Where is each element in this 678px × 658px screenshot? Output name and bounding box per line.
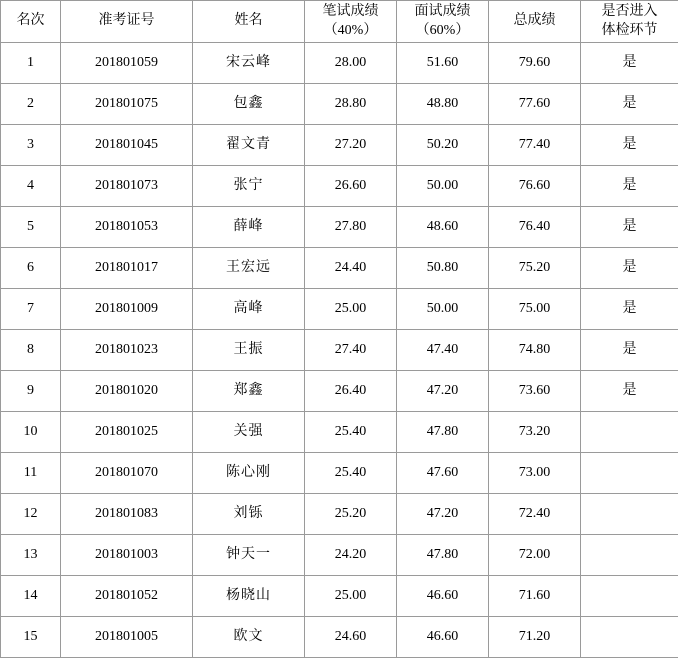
cell-ticket: 201801023 <box>61 330 193 371</box>
cell-interview-score: 50.00 <box>397 166 489 207</box>
cell-written-score: 26.60 <box>305 166 397 207</box>
cell-written-score: 25.00 <box>305 289 397 330</box>
cell-total-score: 72.40 <box>489 494 581 535</box>
cell-total-score: 72.00 <box>489 535 581 576</box>
cell-ticket: 201801070 <box>61 453 193 494</box>
cell-name: 钟天一 <box>193 535 305 576</box>
cell-name: 张宁 <box>193 166 305 207</box>
cell-rank: 6 <box>1 248 61 289</box>
column-header-ticket <box>61 1 193 43</box>
cell-ticket: 201801003 <box>61 535 193 576</box>
cell-interview-score: 47.40 <box>397 330 489 371</box>
cell-interview-score: 50.20 <box>397 125 489 166</box>
cell-written-score: 27.40 <box>305 330 397 371</box>
table-row[interactable] <box>1 84 678 125</box>
table-row[interactable] <box>1 207 678 248</box>
cell-written-score: 25.00 <box>305 576 397 617</box>
cell-pass-flag: 是 <box>581 289 678 330</box>
table-header <box>1 1 678 43</box>
column-header-interview <box>397 1 489 43</box>
cell-rank: 1 <box>1 43 61 84</box>
cell-pass-flag: 是 <box>581 330 678 371</box>
cell-name: 刘铄 <box>193 494 305 535</box>
cell-name: 翟文青 <box>193 125 305 166</box>
column-header-total-label: 总成绩 <box>489 12 580 30</box>
column-header-written <box>305 1 397 43</box>
cell-written-score: 27.80 <box>305 207 397 248</box>
cell-rank: 14 <box>1 576 61 617</box>
table-row[interactable] <box>1 371 678 412</box>
cell-rank: 2 <box>1 84 61 125</box>
cell-total-score: 79.60 <box>489 43 581 84</box>
cell-interview-score: 47.80 <box>397 412 489 453</box>
cell-ticket: 201801053 <box>61 207 193 248</box>
column-header-name <box>193 1 305 43</box>
cell-name: 王振 <box>193 330 305 371</box>
cell-pass-flag: 是 <box>581 207 678 248</box>
cell-rank: 12 <box>1 494 61 535</box>
cell-total-score: 73.00 <box>489 453 581 494</box>
cell-rank: 15 <box>1 617 61 658</box>
column-header-written-weight: （40%） <box>305 22 396 40</box>
cell-interview-score: 48.60 <box>397 207 489 248</box>
cell-pass-flag: 是 <box>581 371 678 412</box>
cell-ticket: 201801045 <box>61 125 193 166</box>
table-row[interactable] <box>1 412 678 453</box>
cell-rank: 9 <box>1 371 61 412</box>
cell-interview-score: 50.00 <box>397 289 489 330</box>
cell-rank: 4 <box>1 166 61 207</box>
table-row[interactable] <box>1 248 678 289</box>
cell-ticket: 201801017 <box>61 248 193 289</box>
column-header-total <box>489 1 581 43</box>
cell-name: 包鑫 <box>193 84 305 125</box>
table-row[interactable] <box>1 125 678 166</box>
cell-ticket: 201801083 <box>61 494 193 535</box>
cell-total-score: 73.20 <box>489 412 581 453</box>
cell-total-score: 75.00 <box>489 289 581 330</box>
column-header-pass-label: 是否进入 <box>581 3 678 21</box>
cell-name: 宋云峰 <box>193 43 305 84</box>
table-row[interactable] <box>1 166 678 207</box>
cell-name: 郑鑫 <box>193 371 305 412</box>
column-header-name-label: 姓名 <box>193 12 304 30</box>
cell-ticket: 201801009 <box>61 289 193 330</box>
cell-name: 欧文 <box>193 617 305 658</box>
column-header-interview-weight: （60%） <box>397 22 488 40</box>
table-row[interactable] <box>1 289 678 330</box>
cell-total-score: 77.60 <box>489 84 581 125</box>
cell-rank: 11 <box>1 453 61 494</box>
cell-total-score: 77.40 <box>489 125 581 166</box>
cell-interview-score: 50.80 <box>397 248 489 289</box>
cell-interview-score: 46.60 <box>397 576 489 617</box>
cell-written-score: 27.20 <box>305 125 397 166</box>
cell-pass-flag <box>581 535 678 576</box>
cell-ticket: 201801052 <box>61 576 193 617</box>
column-header-interview-label: 面试成绩 <box>397 3 488 21</box>
table-row[interactable] <box>1 535 678 576</box>
cell-interview-score: 47.60 <box>397 453 489 494</box>
column-header-pass-label2: 体检环节 <box>581 22 678 40</box>
cell-pass-flag: 是 <box>581 166 678 207</box>
cell-total-score: 76.60 <box>489 166 581 207</box>
cell-total-score: 71.60 <box>489 576 581 617</box>
cell-interview-score: 47.80 <box>397 535 489 576</box>
cell-rank: 5 <box>1 207 61 248</box>
cell-name: 高峰 <box>193 289 305 330</box>
cell-interview-score: 47.20 <box>397 494 489 535</box>
cell-ticket: 201801005 <box>61 617 193 658</box>
table-body <box>1 43 678 658</box>
cell-pass-flag <box>581 617 678 658</box>
cell-rank: 3 <box>1 125 61 166</box>
table-header-row <box>1 1 678 43</box>
cell-interview-score: 51.60 <box>397 43 489 84</box>
cell-written-score: 24.40 <box>305 248 397 289</box>
cell-total-score: 73.60 <box>489 371 581 412</box>
cell-pass-flag <box>581 494 678 535</box>
column-header-ticket-label: 准考证号 <box>61 12 192 30</box>
table-row[interactable] <box>1 43 678 84</box>
cell-rank: 10 <box>1 412 61 453</box>
column-header-rank <box>1 1 61 43</box>
cell-written-score: 28.80 <box>305 84 397 125</box>
cell-written-score: 24.20 <box>305 535 397 576</box>
cell-ticket: 201801025 <box>61 412 193 453</box>
cell-written-score: 25.20 <box>305 494 397 535</box>
cell-pass-flag <box>581 576 678 617</box>
column-header-written-label: 笔试成绩 <box>305 3 396 21</box>
cell-name: 薛峰 <box>193 207 305 248</box>
column-header-rank-label: 名次 <box>1 12 60 30</box>
cell-name: 杨晓山 <box>193 576 305 617</box>
cell-written-score: 28.00 <box>305 43 397 84</box>
cell-written-score: 26.40 <box>305 371 397 412</box>
cell-interview-score: 48.80 <box>397 84 489 125</box>
table-row[interactable] <box>1 494 678 535</box>
cell-pass-flag: 是 <box>581 43 678 84</box>
table-row[interactable] <box>1 617 678 658</box>
cell-total-score: 76.40 <box>489 207 581 248</box>
cell-name: 陈心刚 <box>193 453 305 494</box>
cell-pass-flag: 是 <box>581 248 678 289</box>
cell-interview-score: 47.20 <box>397 371 489 412</box>
cell-pass-flag <box>581 453 678 494</box>
cell-ticket: 201801059 <box>61 43 193 84</box>
cell-written-score: 25.40 <box>305 412 397 453</box>
cell-interview-score: 46.60 <box>397 617 489 658</box>
cell-name: 关强 <box>193 412 305 453</box>
cell-name: 王宏远 <box>193 248 305 289</box>
table-row[interactable] <box>1 330 678 371</box>
cell-total-score: 75.20 <box>489 248 581 289</box>
cell-pass-flag <box>581 412 678 453</box>
cell-rank: 8 <box>1 330 61 371</box>
table-row[interactable] <box>1 576 678 617</box>
cell-rank: 7 <box>1 289 61 330</box>
column-header-pass <box>581 1 678 43</box>
cell-total-score: 74.80 <box>489 330 581 371</box>
table-row[interactable] <box>1 453 678 494</box>
cell-pass-flag: 是 <box>581 125 678 166</box>
cell-written-score: 24.60 <box>305 617 397 658</box>
cell-ticket: 201801075 <box>61 84 193 125</box>
cell-written-score: 25.40 <box>305 453 397 494</box>
cell-ticket: 201801073 <box>61 166 193 207</box>
cell-rank: 13 <box>1 535 61 576</box>
cell-ticket: 201801020 <box>61 371 193 412</box>
cell-pass-flag: 是 <box>581 84 678 125</box>
cell-total-score: 71.20 <box>489 617 581 658</box>
